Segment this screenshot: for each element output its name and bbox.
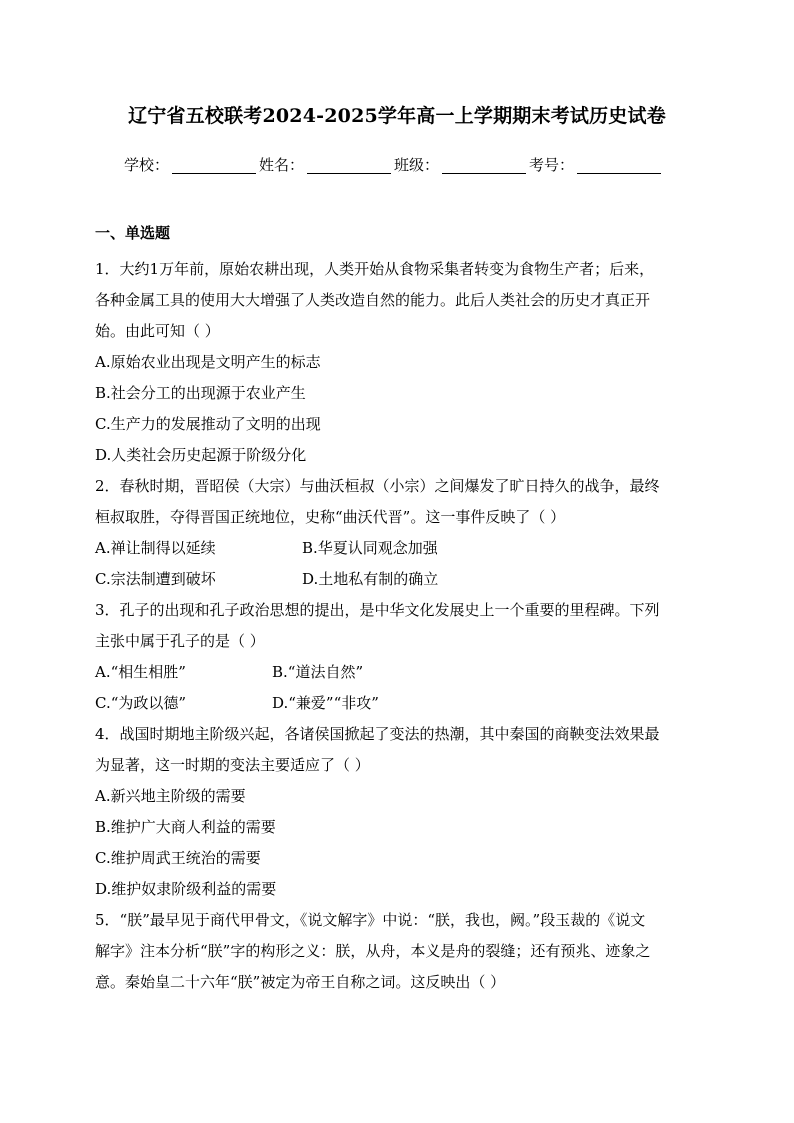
question-3-option-c[interactable]: C.“为政以德” <box>95 694 187 712</box>
question-2-stem-line: 2．春秋时期，晋昭侯（大宗）与曲沃桓叔（小宗）之间爆发了旷日持久的战争，最终 <box>95 477 660 495</box>
question-1-stem-line: 始。由此可知（ ） <box>95 322 220 340</box>
question-3 <box>95 595 699 719</box>
question-1 <box>95 254 699 471</box>
question-4-stem-line: 为显著，这一时期的变法主要适应了（ ） <box>95 756 370 774</box>
question-1-stem-line: 各种金属工具的使用大大增强了人类改造自然的能力。此后人类社会的历史才真正开 <box>95 291 651 309</box>
question-4-option-d[interactable]: D.维护奴隶阶级利益的需要 <box>95 880 277 898</box>
section-heading: 一、单选题 <box>95 224 171 242</box>
question-2-option-a[interactable]: A.禅让制得以延续 <box>95 539 216 557</box>
question-3-option-d[interactable]: D.“兼爱”“非攻” <box>272 694 379 712</box>
class-label: 班级： <box>394 156 440 174</box>
question-4-option-c[interactable]: C.维护周武王统治的需要 <box>95 849 261 867</box>
question-4-option-a[interactable]: A.新兴地主阶级的需要 <box>95 787 246 805</box>
name-blank[interactable] <box>307 159 391 174</box>
class-blank[interactable] <box>442 159 526 174</box>
question-5 <box>95 905 699 998</box>
question-2-option-d[interactable]: D.土地私有制的确立 <box>302 570 439 588</box>
question-5-stem-line: 意。秦始皇二十六年“朕”被定为帝王自称之词。这反映出（ ） <box>95 973 506 991</box>
question-4 <box>95 719 699 905</box>
question-1-option-b[interactable]: B.社会分工的出现源于农业产生 <box>95 384 306 402</box>
page-title: 辽宁省五校联考2024-2025学年高一上学期期末考试历史试卷 <box>128 105 666 127</box>
exam-number-label: 考号： <box>529 156 575 174</box>
questions-list <box>95 254 699 998</box>
question-1-option-d[interactable]: D.人类社会历史起源于阶级分化 <box>95 446 307 464</box>
question-3-options-row-2 <box>95 688 699 719</box>
question-4-option-b[interactable]: B.维护广大商人利益的需要 <box>95 818 276 836</box>
question-2-options-row-1 <box>95 533 699 564</box>
question-3-options-row-1 <box>95 657 699 688</box>
question-2-option-c[interactable]: C.宗法制遭到破坏 <box>95 570 216 588</box>
question-4-stem-line: 4．战国时期地主阶级兴起，各诸侯国掀起了变法的热潮，其中秦国的商鞅变法效果最 <box>95 725 660 743</box>
question-2-options-row-2 <box>95 564 699 595</box>
question-2-stem-line: 桓叔取胜，夺得晋国正统地位，史称“曲沃代晋”。这一事件反映了（ ） <box>95 508 566 526</box>
question-3-option-b[interactable]: B.“道法自然” <box>272 663 364 681</box>
question-5-stem-line: 5．“朕”最早见于商代甲骨文，《说文解字》中说：“朕，我也，阙。”段玉裁的《说文 <box>95 911 646 929</box>
student-info-row <box>124 154 664 175</box>
question-3-stem-line: 主张中属于孔子的是（ ） <box>95 632 265 650</box>
exam-number-blank[interactable] <box>577 159 661 174</box>
question-2 <box>95 471 699 595</box>
school-label: 学校： <box>124 156 170 174</box>
question-3-stem-line: 3．孔子的出现和孔子政治思想的提出，是中华文化发展史上一个重要的里程碑。下列 <box>95 601 660 619</box>
question-2-option-b[interactable]: B.华夏认同观念加强 <box>302 539 438 557</box>
school-blank[interactable] <box>172 159 256 174</box>
question-1-option-c[interactable]: C.生产力的发展推动了文明的出现 <box>95 415 321 433</box>
question-3-option-a[interactable]: A.“相生相胜” <box>95 663 186 681</box>
question-1-stem-line: 1．大约1万年前，原始农耕出现，人类开始从食物采集者转变为食物生产者；后来， <box>95 260 655 278</box>
name-label: 姓名： <box>259 156 305 174</box>
question-5-stem-line: 解字》注本分析“朕”字的构形之义：朕，从舟，本义是舟的裂缝；还有预兆、迹象之 <box>95 942 651 960</box>
question-1-option-a[interactable]: A.原始农业出现是文明产生的标志 <box>95 353 321 371</box>
